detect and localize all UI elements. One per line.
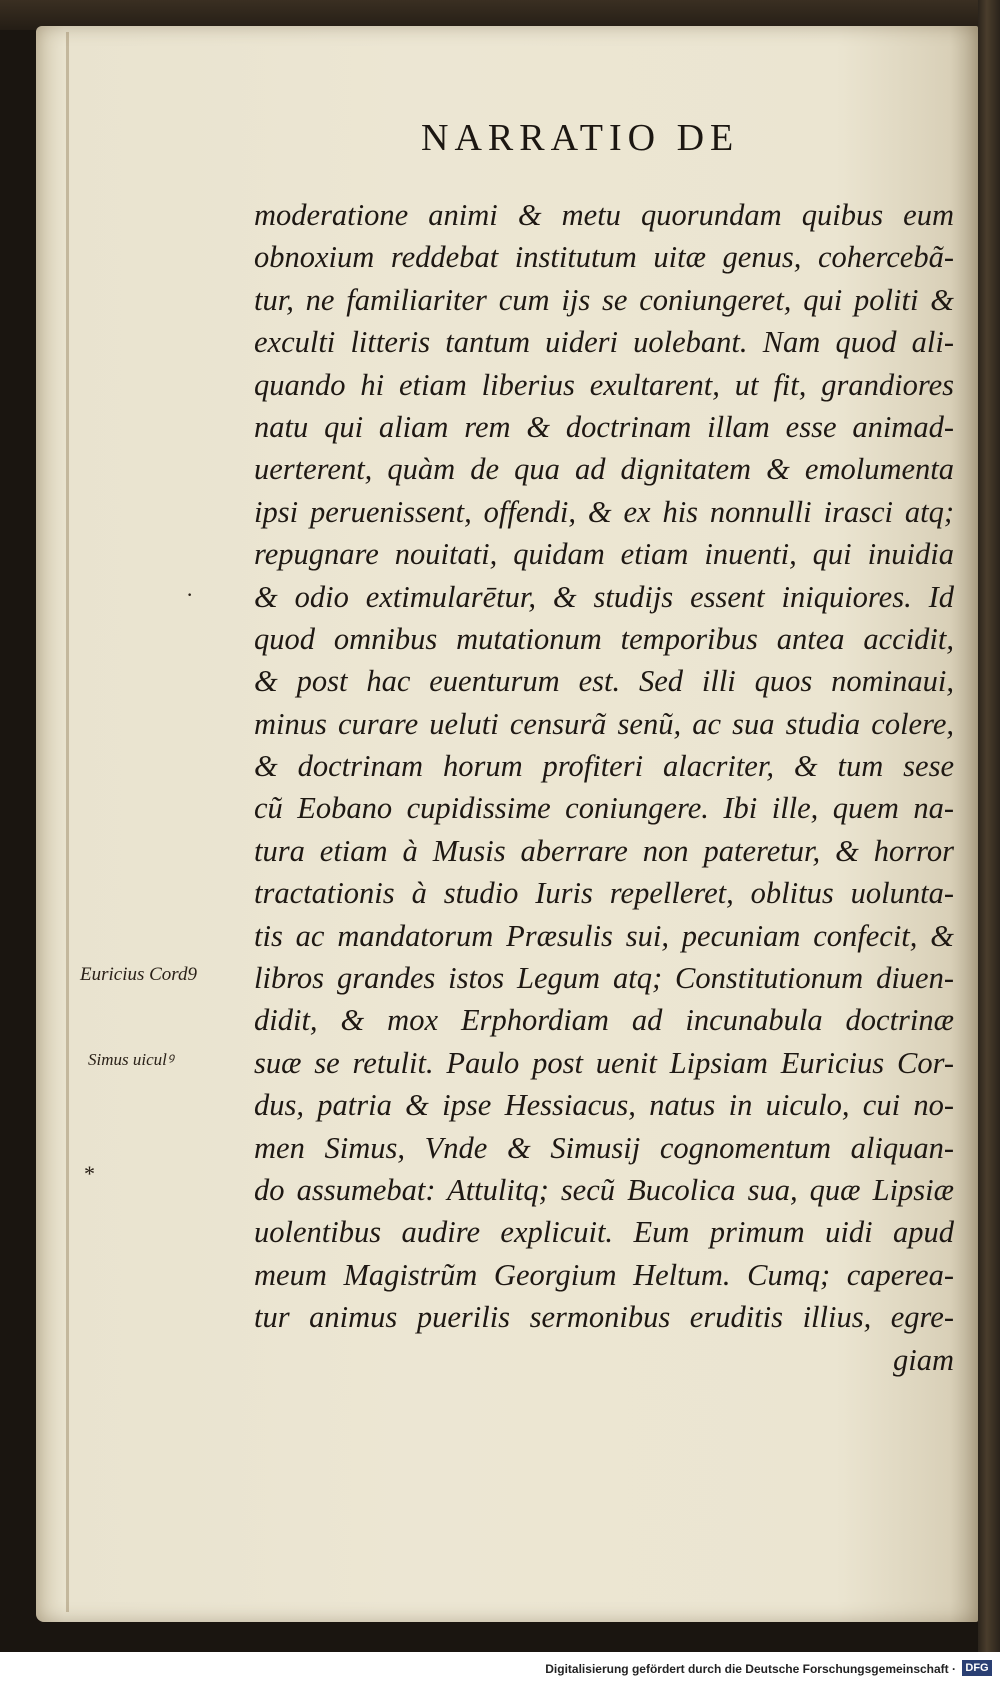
marginal-star-mark: * [84,1161,95,1186]
text-line: dus, patria & ipse Hessiacus, natus in uiculo, cui no- [254,1088,954,1123]
text-line: tur animus puerilis sermonibus eruditis illius, egre- [254,1300,954,1335]
text-line: men Simus, Vnde & Simusij cognomentum aliquan- [254,1130,954,1165]
text-line: libros grandes istos Legum atq; Constitutionum diuen- [254,961,954,996]
marginal-dot-mark: · [186,582,194,607]
text-line: & odio extimularētur, & studijs essent iniquiores. Id [254,579,954,614]
text-line: tura etiam à Musis aberrare non pateretur, & horror [254,833,954,868]
text-line: obnoxium reddebat institutum uitæ genus, cohercebã- [254,240,954,275]
text-line: quando hi etiam liberius exultarent, ut fit, grandiores [254,367,954,402]
text-line: meum Magistrũm Georgium Heltum. Cumq; caperea- [254,1257,954,1292]
text-line: repugnare nouitati, quidam etiam inuenti, qui inuidia [254,537,954,572]
text-line: uerterent, quàm de qua ad dignitatem & emolumenta [254,452,954,487]
marginal-note-simus: Simus uiculꝰ [88,1050,174,1069]
text-line: do assumebat: Attulitq; secũ Bucolica sua, quæ Lipsiæ [254,1172,954,1207]
text-line: ipsi peruenissent, offendi, & ex his nonnulli irasci atq; [254,494,954,529]
text-block [254,194,954,1381]
dfg-logo: DFG [962,1660,992,1676]
running-head: NARRATIO DE [421,117,740,159]
catchword: giam [893,1342,954,1377]
book-spine [978,0,1000,1652]
text-line: & doctrinam horum profiteri alacriter, & tum sese [254,749,954,784]
text-line: cũ Eobano cupidissime coniungere. Ibi ille, quem na- [254,791,954,826]
footer-credit: Digitalisierung gefördert durch die Deutsche Forschungsgemeinschaft · [545,1662,956,1676]
text-line: tis ac mandatorum Præsulis sui, pecuniam confecit, & [254,918,954,953]
marginal-note-euricius: Euricius Cord9 [80,964,197,985]
text-line: exculti litteris tantum uideri uolebant. Nam quod ali- [254,325,954,360]
page [36,26,978,1622]
text-line: suæ se retulit. Paulo post uenit Lipsiam Euricius Cor- [254,1045,954,1080]
text-line: tractationis à studio Iuris repelleret, oblitus uolunta- [254,876,954,911]
footer-bar [0,1652,1000,1684]
text-line: & post hac euenturum est. Sed illi quos nominaui, [254,664,954,699]
text-line: quod omnibus mutationum temporibus antea accidit, [254,621,954,656]
text-line: moderatione animi & metu quorundam quibus eum [254,198,954,232]
page-fold-shadow [66,32,69,1612]
text-line: didit, & mox Erphordiam ad incunabula doctrinæ [254,1003,954,1038]
text-line: tur, ne familiariter cum ijs se coniungeret, qui politi & [254,282,954,317]
text-line: minus curare ueluti censurã senũ, ac sua studia colere, [254,706,954,741]
text-line: uolentibus audire explicuit. Eum primum uidi apud [254,1215,954,1250]
text-line: natu qui aliam rem & doctrinam illam esse animad- [254,409,954,444]
